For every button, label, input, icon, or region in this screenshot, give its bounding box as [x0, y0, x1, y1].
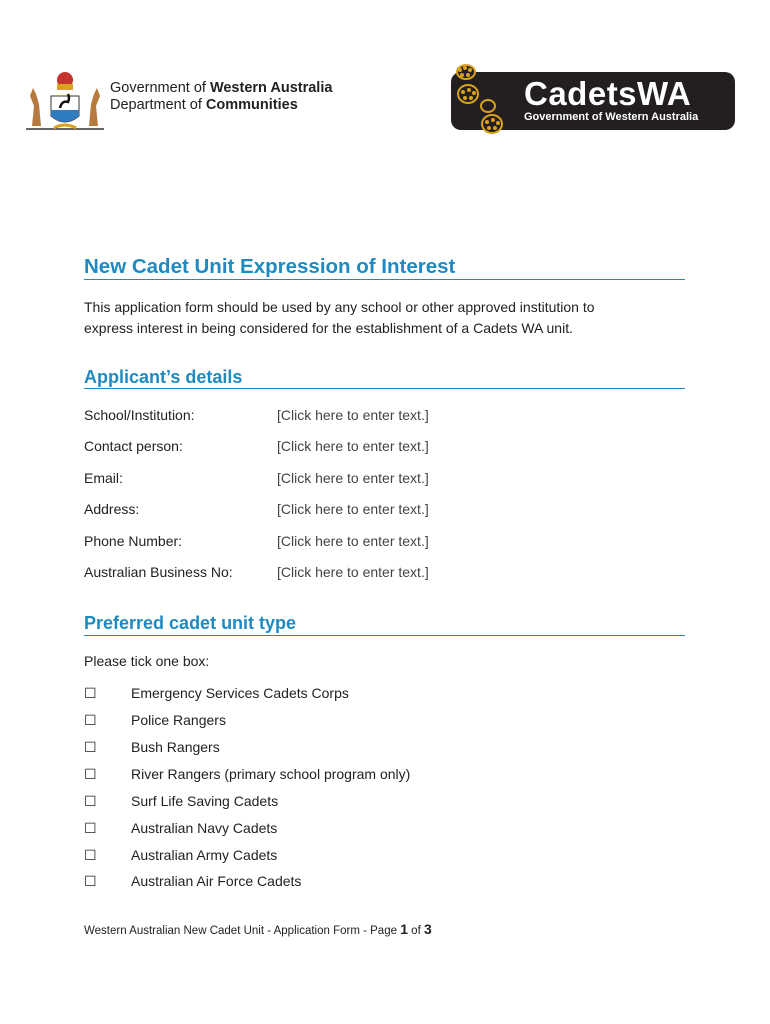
intro-line: express interest in being considered for the establishment of a Cadets WA unit.	[84, 320, 573, 336]
address-label: Address:	[84, 501, 140, 517]
email-label: Email:	[84, 470, 123, 486]
contact-person-field[interactable]: [Click here to enter text.]	[277, 438, 429, 454]
abn-label: Australian Business No:	[84, 564, 233, 580]
address-field[interactable]: [Click here to enter text.]	[277, 501, 429, 517]
contact-person-label: Contact person:	[84, 438, 183, 454]
abn-field[interactable]: [Click here to enter text.]	[277, 564, 429, 580]
option-label: Australian Air Force Cadets	[131, 873, 302, 889]
checkbox-police-rangers[interactable]: ☐	[84, 712, 97, 728]
checkbox-navy-cadets[interactable]: ☐	[84, 820, 97, 836]
option-label: Australian Army Cadets	[131, 847, 278, 863]
page-footer	[84, 920, 432, 940]
checkbox-bush-rangers[interactable]: ☐	[84, 739, 97, 755]
intro-paragraph	[84, 297, 684, 339]
checkbox-emergency-services[interactable]: ☐	[84, 685, 97, 701]
option-label: River Rangers (primary school program only)	[131, 766, 411, 782]
checkbox-surf-life-saving[interactable]: ☐	[84, 793, 97, 809]
phone-number-label: Phone Number:	[84, 533, 183, 549]
email-field[interactable]: [Click here to enter text.]	[277, 470, 429, 486]
option-label: Australian Navy Cadets	[131, 820, 278, 836]
department-line: Department of Communities	[110, 97, 298, 113]
unit-type-heading: Preferred cadet unit type	[84, 613, 297, 633]
checkbox-air-force-cadets[interactable]: ☐	[84, 873, 97, 889]
footer-text: Western Australian New Cadet Unit - Application Form - Page	[84, 925, 401, 937]
option-label: Surf Life Saving Cadets	[131, 793, 279, 809]
total-pages: 3	[423, 921, 432, 937]
option-label: Police Rangers	[131, 712, 226, 728]
current-page: 1	[400, 921, 408, 937]
option-label: Bush Rangers	[131, 739, 220, 755]
applicant-details-heading: Applicant’s details	[84, 367, 243, 387]
checkbox-river-rangers[interactable]: ☐	[84, 766, 97, 782]
cadets-wa-title: CadetsWA	[524, 75, 692, 112]
phone-number-field[interactable]: [Click here to enter text.]	[277, 533, 429, 549]
footer-of: of	[407, 925, 424, 937]
unit-type-heading-underline	[84, 635, 685, 636]
cadets-wa-subtitle: Government of Western Australia	[524, 111, 699, 123]
checkbox-army-cadets[interactable]: ☐	[84, 847, 97, 863]
applicant-heading-underline	[84, 388, 685, 389]
school-institution-label: School/Institution:	[84, 407, 195, 423]
government-line: Government of Western Australia	[110, 80, 333, 96]
intro-line: This application form should be used by any school or other approved institution to	[84, 299, 595, 315]
page-title: New Cadet Unit Expression of Interest	[84, 255, 456, 278]
school-institution-field[interactable]: [Click here to enter text.]	[277, 407, 429, 423]
title-underline	[84, 279, 685, 280]
option-label: Emergency Services Cadets Corps	[131, 685, 349, 701]
wa-government-crest-logo	[24, 66, 106, 132]
boot-prints-icon	[446, 62, 514, 142]
government-wordmark	[110, 80, 332, 114]
tick-instruction: Please tick one box:	[84, 653, 210, 669]
